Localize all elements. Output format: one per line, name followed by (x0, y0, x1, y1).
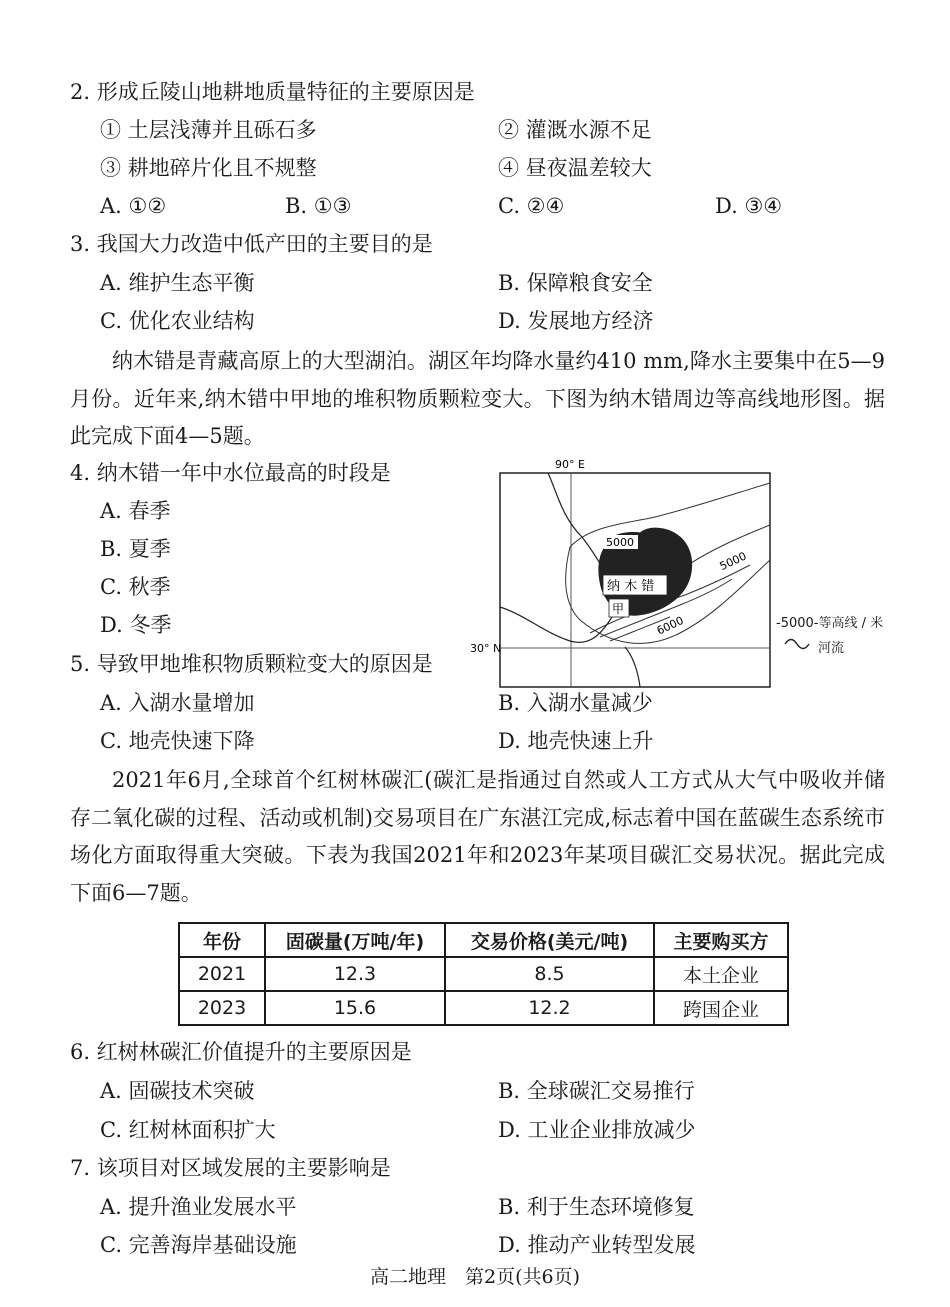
cell-year: 2021 (179, 957, 265, 991)
page-footer: 高二地理 第2页(共6页) (369, 1266, 580, 1288)
q5-option-c: C. 地壳快速下降 (100, 729, 255, 753)
q7-option-a: A. 提升渔业发展水平 (100, 1195, 297, 1219)
q2-statement-4: ④ 昼夜温差较大 (498, 156, 652, 180)
longitude-label: 90° E (555, 458, 585, 471)
lake-label: 纳 木 错 (607, 579, 655, 594)
q4-option-d: D. 冬季 (100, 613, 172, 637)
q6-stem: 6. 红树林碳汇价值提升的主要原因是 (70, 1040, 412, 1064)
q2-statement-1: ① 土层浅薄并且砾石多 (100, 118, 317, 142)
passage-namco-text: 纳木错是青藏高原上的大型湖泊。湖区年均降水量约410 mm,降水主要集中在5—9月份。近年来,纳木错中甲地的堆积物质颗粒变大。下图为纳木错周边等高线地形图。据此完成下面4—5题。 (70, 349, 885, 448)
passage-mangrove-text: 2021年6月,全球首个红树林碳汇(碳汇是指通过自然或人工方式从大气中吸收并储存二氧化碳的过程、活动或机制)交易项目在广东湛江完成,标志着中国在蓝碳生态系统市场化方面取得重大突破。下表为我国2021年和2023年某项目碳汇交易状况。据此完成下面6—7题。 (70, 768, 885, 905)
q7-option-b: B. 利于生态环境修复 (498, 1195, 695, 1219)
river-legend-icon (784, 637, 810, 651)
cell-carbon-amount: 15.6 (265, 991, 445, 1025)
q6-option-b: B. 全球碳汇交易推行 (498, 1079, 695, 1103)
river-south (625, 647, 640, 687)
q3-option-b: B. 保障粮食安全 (498, 271, 653, 295)
q7-stem: 7. 该项目对区域发展的主要影响是 (70, 1156, 391, 1180)
contour-label-5000-b: 5000 (717, 549, 749, 574)
q5-option-d: D. 地壳快速上升 (498, 729, 654, 753)
q3-option-a: A. 维护生态平衡 (100, 271, 255, 295)
header-year: 年份 (179, 923, 265, 957)
q6-option-c: C. 红树林面积扩大 (100, 1118, 276, 1142)
q4-option-c: C. 秋季 (100, 575, 171, 599)
latitude-label: 30° N (470, 642, 502, 655)
q2-option-b: B. ①③ (285, 194, 352, 218)
q2-statement-3: ③ 耕地碎片化且不规整 (100, 156, 317, 180)
passage-mangrove (70, 762, 885, 912)
q2-option-d: D. ③④ (715, 194, 783, 218)
table-header-row (179, 923, 788, 957)
q2-option-a: A. ①② (100, 194, 167, 218)
legend-contour: -5000-等高线 / 米 (776, 616, 884, 631)
q4-option-b: B. 夏季 (100, 537, 171, 561)
q2-stem: 2. 形成丘陵山地耕地质量特征的主要原因是 (70, 80, 475, 104)
q7-option-d: D. 推动产业转型发展 (498, 1233, 696, 1257)
contour-label-5000-a: 5000 (606, 536, 634, 549)
passage-namco (70, 343, 885, 456)
q5-stem: 5. 导致甲地堆积物质颗粒变大的原因是 (70, 652, 433, 676)
q2-statement-2: ② 灌溉水源不足 (498, 118, 652, 142)
q4-option-a: A. 春季 (100, 499, 171, 523)
cell-price: 8.5 (445, 957, 654, 991)
header-carbon-amount: 固碳量(万吨/年) (265, 923, 445, 957)
q3-option-d: D. 发展地方经济 (498, 309, 654, 333)
q2-option-c: C. ②④ (498, 194, 565, 218)
river-southwest (500, 607, 612, 642)
river-north (548, 473, 602, 567)
cell-buyer: 跨国企业 (654, 991, 788, 1025)
carbon-trade-table (178, 922, 789, 1026)
cell-price: 12.2 (445, 991, 654, 1025)
cell-year: 2023 (179, 991, 265, 1025)
legend-river: 河流 (818, 641, 845, 656)
contour-label-6000: 6000 (654, 613, 686, 638)
header-price: 交易价格(美元/吨) (445, 923, 654, 957)
q7-option-c: C. 完善海岸基础设施 (100, 1233, 297, 1257)
table-row (179, 991, 788, 1025)
q5-option-a: A. 入湖水量增加 (100, 691, 255, 715)
cell-buyer: 本土企业 (654, 957, 788, 991)
cell-carbon-amount: 12.3 (265, 957, 445, 991)
q6-option-d: D. 工业企业排放减少 (498, 1118, 696, 1142)
q4-stem: 4. 纳木错一年中水位最高的时段是 (70, 461, 391, 485)
header-buyer: 主要购买方 (654, 923, 788, 957)
q6-option-a: A. 固碳技术突破 (100, 1079, 255, 1103)
table-row (179, 957, 788, 991)
q3-stem: 3. 我国大力改造中低产田的主要目的是 (70, 232, 433, 256)
contour-map (470, 455, 780, 690)
q3-option-c: C. 优化农业结构 (100, 309, 255, 333)
q5-option-b: B. 入湖水量减少 (498, 691, 653, 715)
point-jia-label: 甲 (612, 602, 625, 616)
